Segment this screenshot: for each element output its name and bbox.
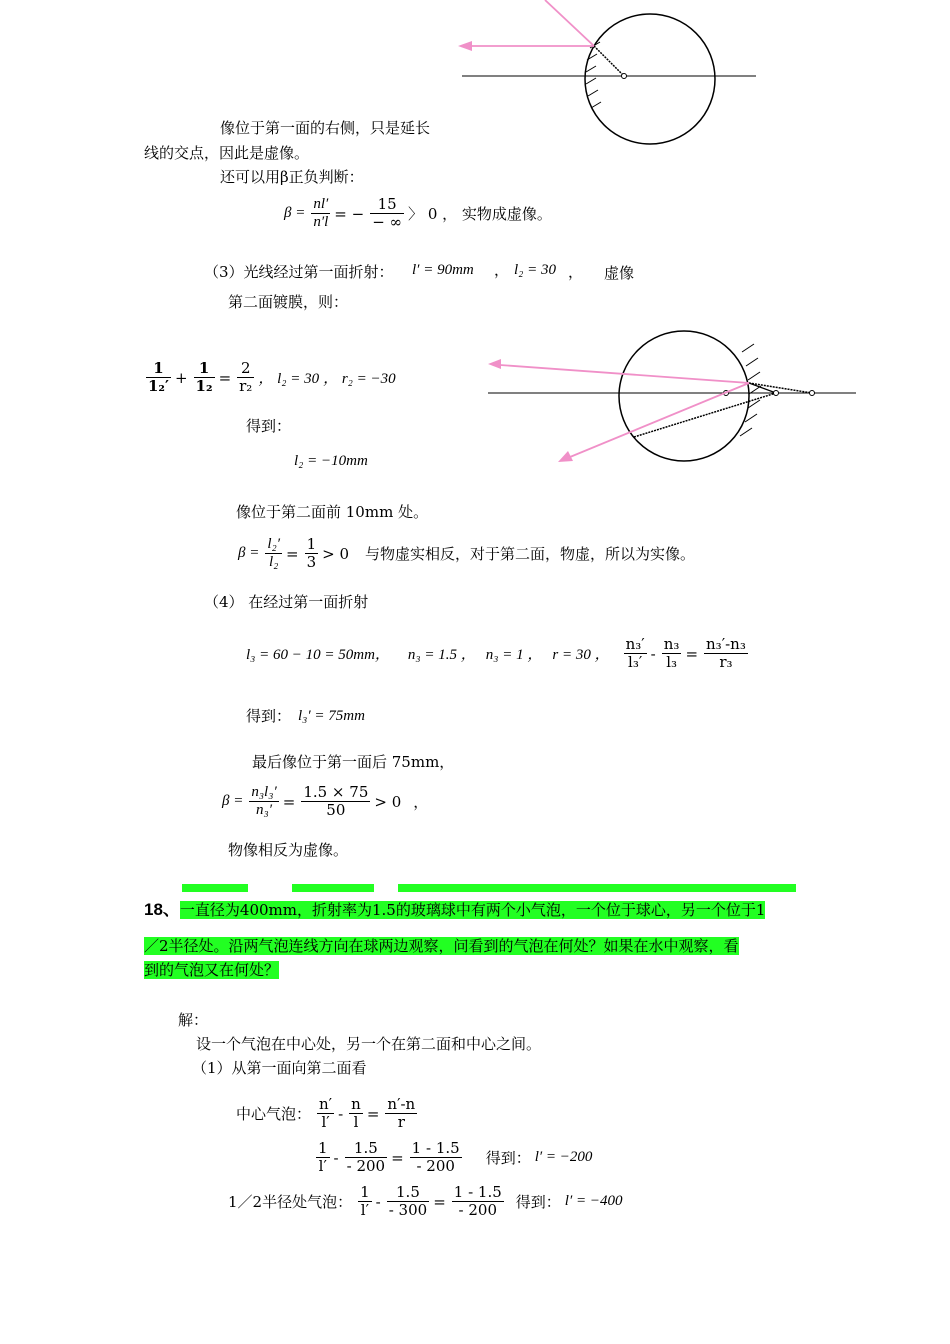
numerator: 1 [146, 360, 171, 378]
text-line: 得到： [246, 417, 292, 435]
denominator: 1₂′ [148, 377, 169, 395]
text-line: 设一个气泡在中心处，另一个在第二面和中心之间。 [196, 1035, 542, 1053]
fraction [194, 360, 215, 395]
minus-sign: - [338, 1104, 344, 1123]
fraction [317, 1096, 334, 1131]
image-kind: 虚像 [604, 264, 635, 282]
numerator: l₂′ [267, 536, 281, 552]
eq-comma: ， [413, 793, 429, 811]
denominator: l₂ [268, 554, 279, 570]
eq-text: 与物虚实相反，对于第二面，物虚，所以为实像。 [365, 545, 696, 563]
denominator: - 200 [346, 1157, 386, 1175]
math-result: l₃′ = 75mm [298, 708, 365, 724]
fraction [146, 360, 171, 395]
denominator: n₃′ [256, 802, 273, 818]
fraction [410, 1140, 462, 1175]
numerator: n₃ [663, 635, 680, 653]
fraction [387, 1184, 429, 1219]
denominator: l′ [318, 1157, 327, 1175]
numerator: 2 [237, 360, 254, 378]
denominator: r₂ [239, 377, 253, 395]
separator: ， [494, 261, 510, 279]
eq-get: 得到： [485, 1149, 531, 1167]
eq-rest: ， r₂ = −30 [323, 371, 396, 387]
eq-sign: = [433, 1192, 446, 1211]
question-text: ／2半径处。沿两气泡连线方向在球两边观察，问看到的气泡在何处？如果在水中观察，看 [144, 937, 739, 955]
question-18-line-3 [144, 958, 279, 982]
text-line: 像位于第二面前 10mm 处。 [236, 503, 429, 521]
eq-result: l′ = −400 [564, 1193, 623, 1209]
denominator: l₃ [666, 653, 677, 671]
fraction [662, 636, 682, 671]
eq-rest: ， l₂ = 30 [258, 371, 320, 387]
eq-lhs: β = [284, 205, 306, 221]
numerator: nl′ [313, 196, 329, 212]
equation-center-calc [314, 1140, 596, 1175]
equation-center-bubble [236, 1096, 421, 1131]
denominator: l′ [360, 1201, 369, 1219]
sphere-outline [619, 331, 749, 461]
fraction [265, 536, 282, 571]
highlight-bar [182, 884, 248, 892]
numerator: 1 [360, 1183, 370, 1201]
equation-refraction [246, 636, 752, 671]
denominator: - 300 [388, 1201, 428, 1219]
numerator: 1 [194, 360, 215, 378]
section-label: （3）光线经过第一面折射： [204, 263, 394, 281]
numerator: 1 [318, 1139, 328, 1157]
eq-part: r = 30 ， [552, 647, 610, 663]
fraction [704, 636, 748, 671]
fraction [301, 784, 370, 819]
fraction [624, 636, 647, 671]
numerator: 1 - 1.5 [453, 1183, 502, 1201]
highlight-bar [292, 884, 374, 892]
numerator: 1.5 [387, 1184, 429, 1202]
math-inline: l₂ = 30 [514, 262, 557, 278]
eq-gt: > 0 [322, 544, 350, 563]
text-line: 线的交点，因此是虚像。 [144, 144, 310, 162]
eq-label: 中心气泡： [236, 1105, 312, 1123]
question-number: 18、 [144, 900, 180, 919]
denominator: 50 [326, 801, 346, 819]
eq-rest: 〉 0 ， 实物成虚像。 [408, 205, 552, 223]
numerator: n′-n [387, 1095, 416, 1113]
text-line: 最后像位于第一面后 75mm， [252, 753, 455, 771]
numerator: 1 - 1.5 [411, 1139, 460, 1157]
numerator: 1.5 × 75 [303, 783, 369, 801]
eq-sign: = [685, 644, 699, 663]
denominator: l [353, 1113, 359, 1131]
numerator: n₃l₃′ [251, 784, 277, 800]
section-label: （4） 在经过第一面折射 [204, 593, 369, 611]
eq-label: 1／2半径处气泡： [228, 1193, 353, 1211]
denominator: r₃ [719, 653, 733, 671]
fraction [452, 1184, 504, 1219]
eq-sign: = [282, 792, 296, 811]
denominator: n′l [313, 214, 329, 230]
text-line: 得到： [246, 707, 292, 725]
equation-beta-3 [222, 784, 432, 819]
text-line: 物像相反为虚像。 [228, 841, 349, 859]
question-text: 一直径为400mm，折射率为1.5的玻璃球中有两个小气泡，一个位于球心，另一个位于1 [179, 901, 766, 919]
eq-result: l′ = −200 [534, 1149, 593, 1165]
eq-get: 得到： [515, 1193, 561, 1211]
numerator: 15 [370, 196, 404, 214]
fraction [345, 1140, 387, 1175]
question-18-line-1 [144, 898, 765, 922]
eq-part: n₃ = 1 ， [485, 647, 543, 663]
eq-sign: = [218, 368, 232, 387]
fraction [349, 1096, 363, 1131]
equation-half-radius-bubble [228, 1184, 627, 1219]
text-line: （1）从第一面向第二面看 [192, 1059, 367, 1077]
equation-beta-2 [238, 536, 699, 571]
fraction [305, 536, 319, 571]
incident-ray [500, 365, 749, 383]
eq-part: n₃ = 1.5 ， [407, 647, 476, 663]
arrow-head [558, 451, 573, 462]
highlight-bar [398, 884, 796, 892]
numerator: n₃′-n₃ [706, 635, 746, 653]
eq-sign: = − [334, 204, 365, 223]
denominator: 3 [306, 553, 317, 571]
question-18-line-2 [144, 934, 739, 958]
numerator: 1.5 [345, 1140, 387, 1158]
denominator: l′ [321, 1113, 330, 1131]
minus-sign: - [650, 644, 656, 663]
denominator: 1₂ [195, 377, 213, 395]
eq-gt: > 0 [374, 792, 402, 811]
text-line: 像位于第一面的右侧，只是延长 [220, 119, 431, 137]
reflected-ray [570, 383, 749, 457]
equation-mirror [144, 360, 400, 395]
numerator: n′ [319, 1095, 333, 1113]
text-line: 第二面镀膜，则： [228, 293, 349, 311]
plus-sign: + [174, 368, 188, 387]
fraction [249, 784, 278, 819]
fraction [237, 360, 254, 395]
minus-sign: - [375, 1192, 381, 1211]
point [774, 391, 779, 396]
fraction [358, 1184, 372, 1219]
eq-sign: = [391, 1148, 404, 1167]
denominator: r [397, 1113, 405, 1131]
eq-part: l₃ = 60 − 10 = 50mm， [246, 647, 390, 663]
eq-sign: = [286, 544, 299, 563]
numerator: n₃′ [625, 635, 645, 653]
denominator: l₃′ [628, 653, 643, 671]
solution-label: 解： [178, 1011, 209, 1029]
text-line: 还可以用β正负判断： [220, 168, 364, 186]
denominator: - 200 [416, 1157, 455, 1175]
eq-lhs: β = [222, 793, 244, 809]
numerator: 1 [306, 535, 317, 553]
numerator: n [351, 1095, 361, 1113]
eq-lhs: β = [238, 545, 260, 561]
arrow-head [488, 359, 501, 369]
denominator: − ∞ [372, 213, 403, 231]
separator: ， [568, 263, 584, 281]
denominator: - 200 [458, 1201, 497, 1219]
fraction [316, 1140, 330, 1175]
eq-sign: = [366, 1104, 380, 1123]
minus-sign: - [333, 1148, 339, 1167]
math-result: l₂ = −10mm [294, 453, 368, 469]
diagram-2 [0, 0, 950, 480]
math-inline: l′ = 90mm [412, 262, 474, 278]
fraction [385, 1096, 417, 1131]
point [810, 391, 815, 396]
question-text: 到的气泡又在何处？ [144, 961, 280, 979]
